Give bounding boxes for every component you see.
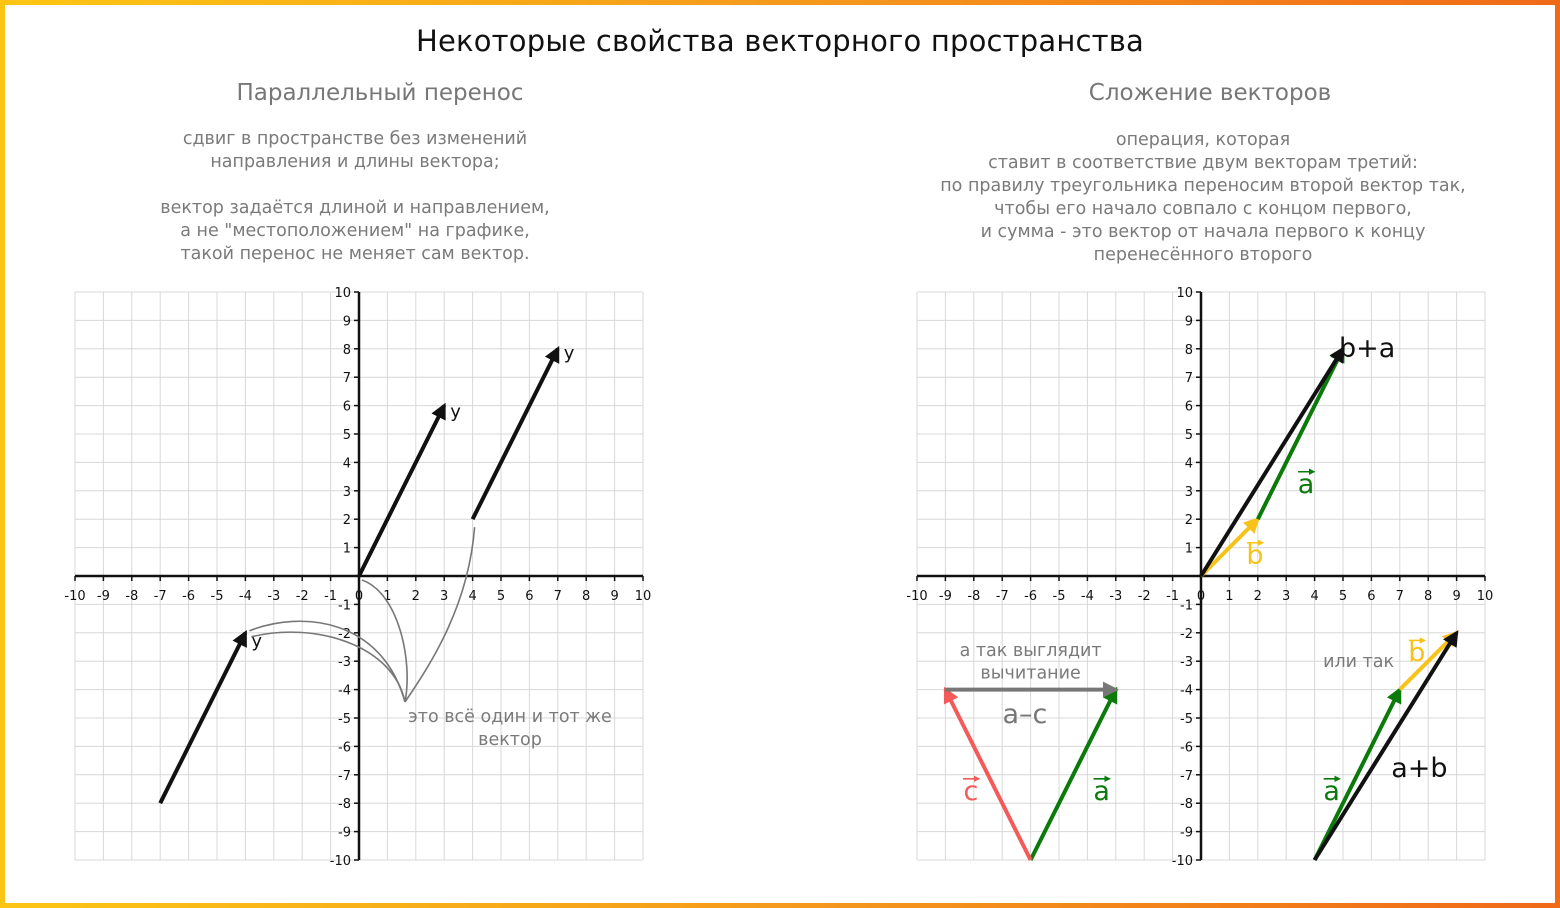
x-tick-label: -6 [1024, 589, 1038, 604]
subtraction-note: вычитание [980, 663, 1081, 684]
x-tick-label: 1 [383, 589, 392, 604]
y-tick-label: 8 [1184, 342, 1193, 358]
x-tick-label: -1 [1166, 589, 1180, 604]
right-desc-line: ставит в соответствие двум векторам третий: [988, 153, 1418, 173]
y-tick-label: -7 [1180, 768, 1193, 784]
right-desc-line: по правилу треугольника переносим второй вектор так, [940, 176, 1466, 196]
y-tick-label: -4 [1180, 683, 1193, 699]
y-tick-label: -5 [338, 712, 351, 727]
left-desc-line: а не "местоположением" на графике, [180, 221, 530, 241]
pointer-curve [362, 580, 407, 702]
same-vector-note: это всё один и тот же [408, 707, 612, 727]
x-tick-label: -4 [1080, 589, 1094, 604]
x-tick-label: 1 [1225, 589, 1234, 604]
y-tick-label: -3 [338, 655, 351, 671]
y-tick-label: -2 [1180, 626, 1193, 642]
y-tick-label: 2 [342, 513, 351, 529]
x-tick-label: -7 [995, 589, 1009, 604]
subtraction-note: а так выглядит [959, 640, 1102, 661]
right-subtitle: Сложение векторов [1088, 80, 1332, 106]
y-tick-label: -8 [1180, 797, 1193, 813]
x-tick-label: 8 [582, 589, 591, 604]
y-tick-label: 4 [1184, 456, 1193, 472]
left-desc-line: вектор задаётся длиной и направлением, [160, 198, 550, 218]
x-tick-label: -10 [906, 589, 928, 604]
y-tick-label: -1 [1180, 598, 1193, 614]
x-tick-label: -3 [267, 589, 281, 604]
x-tick-label: -8 [125, 589, 139, 604]
x-tick-label: 9 [1452, 589, 1461, 604]
vector-label-y: y [450, 401, 461, 423]
y-tick-label: -5 [1180, 712, 1193, 727]
x-tick-label: -8 [967, 589, 981, 604]
y-tick-label: 6 [1184, 399, 1193, 415]
x-tick-label: -10 [64, 589, 86, 604]
y-tick-label: -7 [338, 768, 351, 784]
y-tick-label: -9 [338, 825, 351, 841]
sum-label-top: b+a [1339, 332, 1396, 364]
y-tick-label: 9 [1184, 314, 1193, 330]
y-tick-label: 7 [342, 371, 351, 387]
vector-label-b: b [1408, 637, 1426, 669]
y-tick-label: 3 [1184, 484, 1193, 500]
sum-label-right: a+b [1391, 753, 1448, 785]
y-tick-label: 8 [342, 342, 351, 358]
y-tick-label: 3 [342, 484, 351, 500]
x-tick-label: 4 [1310, 589, 1319, 604]
x-tick-label: -3 [1109, 589, 1123, 604]
y-tick-label: -3 [1180, 655, 1193, 671]
y-tick-label: -2 [338, 626, 351, 642]
y-tick-label: -4 [338, 683, 351, 699]
y-tick-label: -10 [1171, 854, 1193, 869]
x-tick-label: -1 [324, 589, 338, 604]
y-tick-label: -6 [338, 740, 351, 756]
x-tick-label: 3 [1282, 589, 1291, 604]
left-desc-line: направления и длины вектора; [210, 152, 500, 172]
left-subtitle: Параллельный перенос [236, 80, 524, 106]
x-tick-label: 3 [440, 589, 449, 604]
x-tick-label: 10 [634, 589, 652, 604]
y-tick-label: 5 [342, 428, 351, 443]
x-tick-label: 6 [1367, 589, 1376, 604]
x-tick-label: -2 [295, 589, 309, 604]
x-tick-label: 4 [468, 589, 477, 604]
x-tick-label: 0 [1196, 589, 1206, 604]
right-desc-line: операция, которая [1115, 130, 1291, 150]
left-grid [64, 286, 651, 869]
vector-label-y: y [251, 630, 263, 652]
right-desc-line: чтобы его начало совпало с концом первого, [994, 199, 1412, 219]
vector-label-a: a [1297, 468, 1315, 500]
or-so-note: или так [1323, 652, 1395, 673]
x-tick-label: 5 [1338, 589, 1348, 604]
x-tick-label: -5 [210, 589, 224, 604]
vector-label-b: b [1246, 539, 1264, 571]
x-tick-label: 7 [553, 589, 562, 604]
x-tick-label: -9 [96, 589, 110, 604]
x-tick-label: -7 [153, 589, 167, 604]
x-tick-label: 8 [1424, 589, 1433, 604]
same-vector-note: вектор [478, 730, 542, 750]
right-desc-line: перенесённого второго [1093, 245, 1313, 265]
vector-label-y: y [563, 342, 575, 364]
x-tick-label: 2 [1253, 589, 1262, 604]
x-tick-label: -9 [938, 589, 952, 604]
left-desc-line: сдвиг в пространстве без изменений [182, 129, 528, 149]
vector-label-a: a [1323, 775, 1340, 807]
y-tick-label: 9 [342, 314, 351, 330]
right-desc-line: и сумма - это вектор от начала первого к концу [980, 222, 1426, 242]
left-desc-line: такой перенос не меняет сам вектор. [180, 244, 530, 264]
x-tick-label: 5 [496, 589, 506, 604]
x-tick-label: 0 [354, 589, 364, 604]
y-tick-label: 5 [1184, 428, 1193, 443]
y-tick-label: -1 [338, 598, 351, 614]
vector-label-c: c [963, 775, 979, 807]
y-tick-label: -10 [329, 854, 351, 869]
x-tick-label: 2 [411, 589, 420, 604]
y-tick-label: -8 [338, 797, 351, 813]
x-tick-label: 9 [610, 589, 619, 604]
pointer-curve [251, 632, 405, 702]
page-title: Некоторые свойства векторного пространства [415, 24, 1145, 58]
y-tick-label: 4 [342, 456, 351, 472]
x-tick-label: 6 [525, 589, 534, 604]
y-tick-label: 6 [342, 399, 351, 415]
y-tick-label: 2 [1184, 513, 1193, 529]
y-tick-label: 7 [1184, 371, 1193, 387]
y-tick-label: 10 [334, 286, 351, 301]
y-tick-label: -9 [1180, 825, 1193, 841]
y-tick-label: 10 [1176, 286, 1193, 301]
y-tick-label: 1 [1184, 541, 1193, 557]
x-tick-label: -4 [238, 589, 252, 604]
x-tick-label: 7 [1395, 589, 1404, 604]
y-tick-label: 1 [342, 541, 351, 557]
y-tick-label: -6 [1180, 740, 1193, 756]
x-tick-label: 10 [1476, 589, 1494, 604]
x-tick-label: -2 [1137, 589, 1151, 604]
difference-label: a–c [1002, 699, 1048, 730]
x-tick-label: -6 [182, 589, 196, 604]
vector-label-a: a [1093, 775, 1110, 807]
x-tick-label: -5 [1052, 589, 1066, 604]
